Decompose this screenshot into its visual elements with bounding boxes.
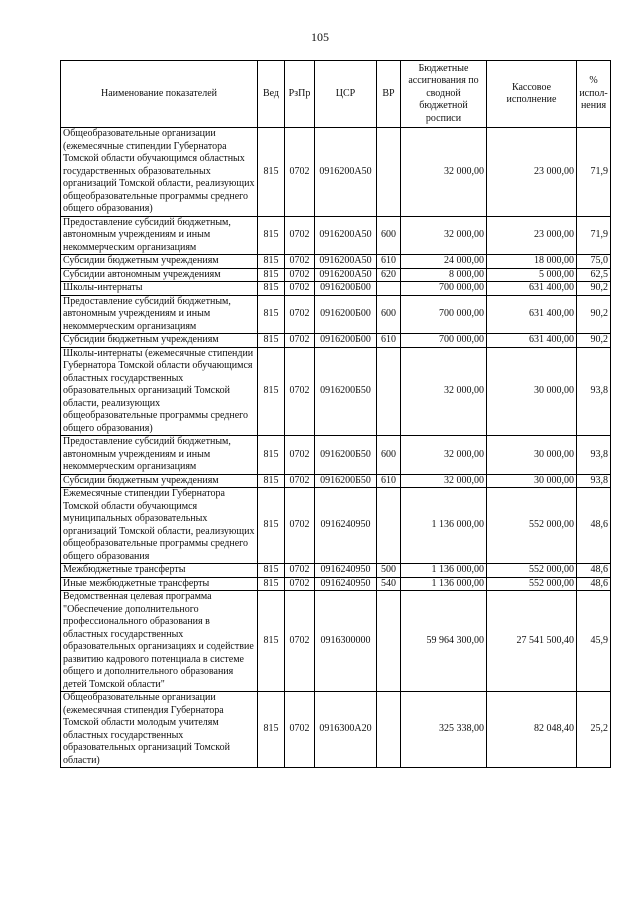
cell-rzpr: 0702 <box>285 474 315 488</box>
cell-rzpr: 0702 <box>285 347 315 436</box>
cell-name: Субсидии автономным учреждениям <box>61 268 258 282</box>
cell-pct: 93,8 <box>577 347 611 436</box>
cell-vr: 600 <box>377 436 401 475</box>
cell-rzpr: 0702 <box>285 577 315 591</box>
cell-ved: 815 <box>258 488 285 564</box>
table-row <box>61 295 611 334</box>
cell-cash: 552 000,00 <box>487 564 577 578</box>
cell-vr: 500 <box>377 564 401 578</box>
cell-ved: 815 <box>258 474 285 488</box>
table-row <box>61 128 611 217</box>
cell-csr: 0916300A20 <box>315 692 377 768</box>
cell-budget: 32 000,00 <box>401 474 487 488</box>
table-row <box>61 692 611 768</box>
cell-pct: 90,2 <box>577 334 611 348</box>
cell-vr <box>377 591 401 692</box>
cell-pct: 62,5 <box>577 268 611 282</box>
cell-rzpr: 0702 <box>285 295 315 334</box>
cell-cash: 30 000,00 <box>487 347 577 436</box>
cell-cash: 5 000,00 <box>487 268 577 282</box>
table-row <box>61 334 611 348</box>
cell-name: Школы-интернаты <box>61 282 258 296</box>
cell-name: Субсидии бюджетным учреждениям <box>61 474 258 488</box>
cell-vr: 610 <box>377 255 401 269</box>
cell-budget: 700 000,00 <box>401 334 487 348</box>
header-cash: Кассовое исполнение <box>487 61 577 128</box>
cell-name: Общеобразовательные организации (ежемесячные стипендии Губернатора Томской области обучающимся областных государственных образовательных организаций Томской области, реализующих общеобразовательные программы среднего общего образования) <box>61 128 258 217</box>
cell-vr: 610 <box>377 334 401 348</box>
cell-budget: 1 136 000,00 <box>401 488 487 564</box>
cell-ved: 815 <box>258 577 285 591</box>
cell-rzpr: 0702 <box>285 268 315 282</box>
cell-rzpr: 0702 <box>285 334 315 348</box>
cell-budget: 32 000,00 <box>401 347 487 436</box>
cell-csr: 0916300000 <box>315 591 377 692</box>
cell-cash: 552 000,00 <box>487 488 577 564</box>
cell-csr: 0916200Б00 <box>315 282 377 296</box>
cell-ved: 815 <box>258 216 285 255</box>
cell-rzpr: 0702 <box>285 591 315 692</box>
header-vr: ВР <box>377 61 401 128</box>
header-rzpr: РзПр <box>285 61 315 128</box>
cell-name: Предоставление субсидий бюджетным, автономным учреждениям и иным некоммерческим организациям <box>61 216 258 255</box>
header-name: Наименование показателей <box>61 61 258 128</box>
cell-cash: 27 541 500,40 <box>487 591 577 692</box>
cell-ved: 815 <box>258 347 285 436</box>
cell-pct: 75,0 <box>577 255 611 269</box>
cell-ved: 815 <box>258 128 285 217</box>
cell-rzpr: 0702 <box>285 255 315 269</box>
cell-csr: 0916200Б50 <box>315 347 377 436</box>
cell-ved: 815 <box>258 564 285 578</box>
cell-pct: 90,2 <box>577 295 611 334</box>
cell-csr: 0916240950 <box>315 564 377 578</box>
cell-cash: 23 000,00 <box>487 128 577 217</box>
cell-pct: 71,9 <box>577 216 611 255</box>
cell-csr: 0916200A50 <box>315 268 377 282</box>
header-ved: Вед <box>258 61 285 128</box>
cell-name: Школы-интернаты (ежемесячные стипендии Губернатора Томской области обучающимся областных государственных образовательных организаций Томской области, реализующих общеобразовательные программы среднего общего образования) <box>61 347 258 436</box>
cell-csr: 0916200Б50 <box>315 474 377 488</box>
cell-csr: 0916240950 <box>315 577 377 591</box>
cell-ved: 815 <box>258 295 285 334</box>
cell-pct: 48,6 <box>577 564 611 578</box>
cell-rzpr: 0702 <box>285 216 315 255</box>
cell-pct: 90,2 <box>577 282 611 296</box>
table-row <box>61 282 611 296</box>
cell-name: Предоставление субсидий бюджетным, автономным учреждениям и иным некоммерческим организациям <box>61 295 258 334</box>
table-row <box>61 347 611 436</box>
cell-cash: 30 000,00 <box>487 436 577 475</box>
cell-vr: 600 <box>377 216 401 255</box>
table-row <box>61 591 611 692</box>
cell-budget: 700 000,00 <box>401 295 487 334</box>
budget-execution-table <box>60 60 611 768</box>
cell-vr <box>377 488 401 564</box>
cell-csr: 0916200A50 <box>315 216 377 255</box>
table-row <box>61 268 611 282</box>
cell-ved: 815 <box>258 334 285 348</box>
cell-budget: 8 000,00 <box>401 268 487 282</box>
cell-csr: 0916200Б50 <box>315 436 377 475</box>
cell-rzpr: 0702 <box>285 282 315 296</box>
cell-cash: 30 000,00 <box>487 474 577 488</box>
cell-name: Субсидии бюджетным учреждениям <box>61 334 258 348</box>
table-row <box>61 474 611 488</box>
cell-budget: 1 136 000,00 <box>401 564 487 578</box>
cell-pct: 71,9 <box>577 128 611 217</box>
table-row <box>61 436 611 475</box>
cell-ved: 815 <box>258 692 285 768</box>
cell-csr: 0916240950 <box>315 488 377 564</box>
table-header-row <box>61 61 611 128</box>
cell-budget: 700 000,00 <box>401 282 487 296</box>
cell-cash: 552 000,00 <box>487 577 577 591</box>
cell-budget: 32 000,00 <box>401 128 487 217</box>
cell-vr <box>377 347 401 436</box>
cell-vr: 610 <box>377 474 401 488</box>
cell-vr: 540 <box>377 577 401 591</box>
cell-vr <box>377 692 401 768</box>
cell-rzpr: 0702 <box>285 692 315 768</box>
cell-budget: 1 136 000,00 <box>401 577 487 591</box>
cell-ved: 815 <box>258 282 285 296</box>
cell-rzpr: 0702 <box>285 128 315 217</box>
cell-cash: 631 400,00 <box>487 295 577 334</box>
cell-budget: 325 338,00 <box>401 692 487 768</box>
table-row <box>61 577 611 591</box>
header-pct: % испол-нения <box>577 61 611 128</box>
cell-ved: 815 <box>258 591 285 692</box>
cell-cash: 82 048,40 <box>487 692 577 768</box>
cell-pct: 45,9 <box>577 591 611 692</box>
cell-name: Ведомственная целевая программа "Обеспечение дополнительного профессионального образования в областных государственных образовательных организациях и содействие развитию кадрового потенциала в системе общего и дополнительного образования детей Томской области" <box>61 591 258 692</box>
cell-vr <box>377 282 401 296</box>
cell-ved: 815 <box>258 268 285 282</box>
cell-cash: 18 000,00 <box>487 255 577 269</box>
cell-csr: 0916200Б00 <box>315 334 377 348</box>
cell-ved: 815 <box>258 436 285 475</box>
cell-csr: 0916200A50 <box>315 255 377 269</box>
cell-cash: 631 400,00 <box>487 282 577 296</box>
header-budget: Бюджетные ассигнования по сводной бюджетной росписи <box>401 61 487 128</box>
table-row <box>61 488 611 564</box>
table-row <box>61 216 611 255</box>
cell-csr: 0916200A50 <box>315 128 377 217</box>
cell-vr <box>377 128 401 217</box>
cell-name: Субсидии бюджетным учреждениям <box>61 255 258 269</box>
table-body <box>61 128 611 768</box>
cell-csr: 0916200Б00 <box>315 295 377 334</box>
page-number: 105 <box>311 30 329 44</box>
table-row <box>61 255 611 269</box>
cell-rzpr: 0702 <box>285 436 315 475</box>
cell-pct: 93,8 <box>577 436 611 475</box>
cell-pct: 93,8 <box>577 474 611 488</box>
cell-name: Межбюджетные трансферты <box>61 564 258 578</box>
cell-cash: 631 400,00 <box>487 334 577 348</box>
cell-rzpr: 0702 <box>285 488 315 564</box>
cell-budget: 59 964 300,00 <box>401 591 487 692</box>
cell-pct: 48,6 <box>577 488 611 564</box>
cell-pct: 25,2 <box>577 692 611 768</box>
cell-pct: 48,6 <box>577 577 611 591</box>
cell-name: Предоставление субсидий бюджетным, автономным учреждениям и иным некоммерческим организациям <box>61 436 258 475</box>
cell-rzpr: 0702 <box>285 564 315 578</box>
cell-name: Ежемесячные стипендии Губернатора Томской области обучающимся муниципальных образовательных организаций Томской области, реализующих общеобразовательные программы среднего общего образования <box>61 488 258 564</box>
cell-vr: 620 <box>377 268 401 282</box>
cell-name: Иные межбюджетные трансферты <box>61 577 258 591</box>
header-csr: ЦСР <box>315 61 377 128</box>
cell-budget: 32 000,00 <box>401 216 487 255</box>
cell-budget: 32 000,00 <box>401 436 487 475</box>
cell-budget: 24 000,00 <box>401 255 487 269</box>
cell-ved: 815 <box>258 255 285 269</box>
cell-cash: 23 000,00 <box>487 216 577 255</box>
cell-vr: 600 <box>377 295 401 334</box>
cell-name: Общеобразовательные организации (ежемесячная стипендия Губернатора Томской области молодым учителям областных государственных образовательных организаций Томской области) <box>61 692 258 768</box>
table-row <box>61 564 611 578</box>
